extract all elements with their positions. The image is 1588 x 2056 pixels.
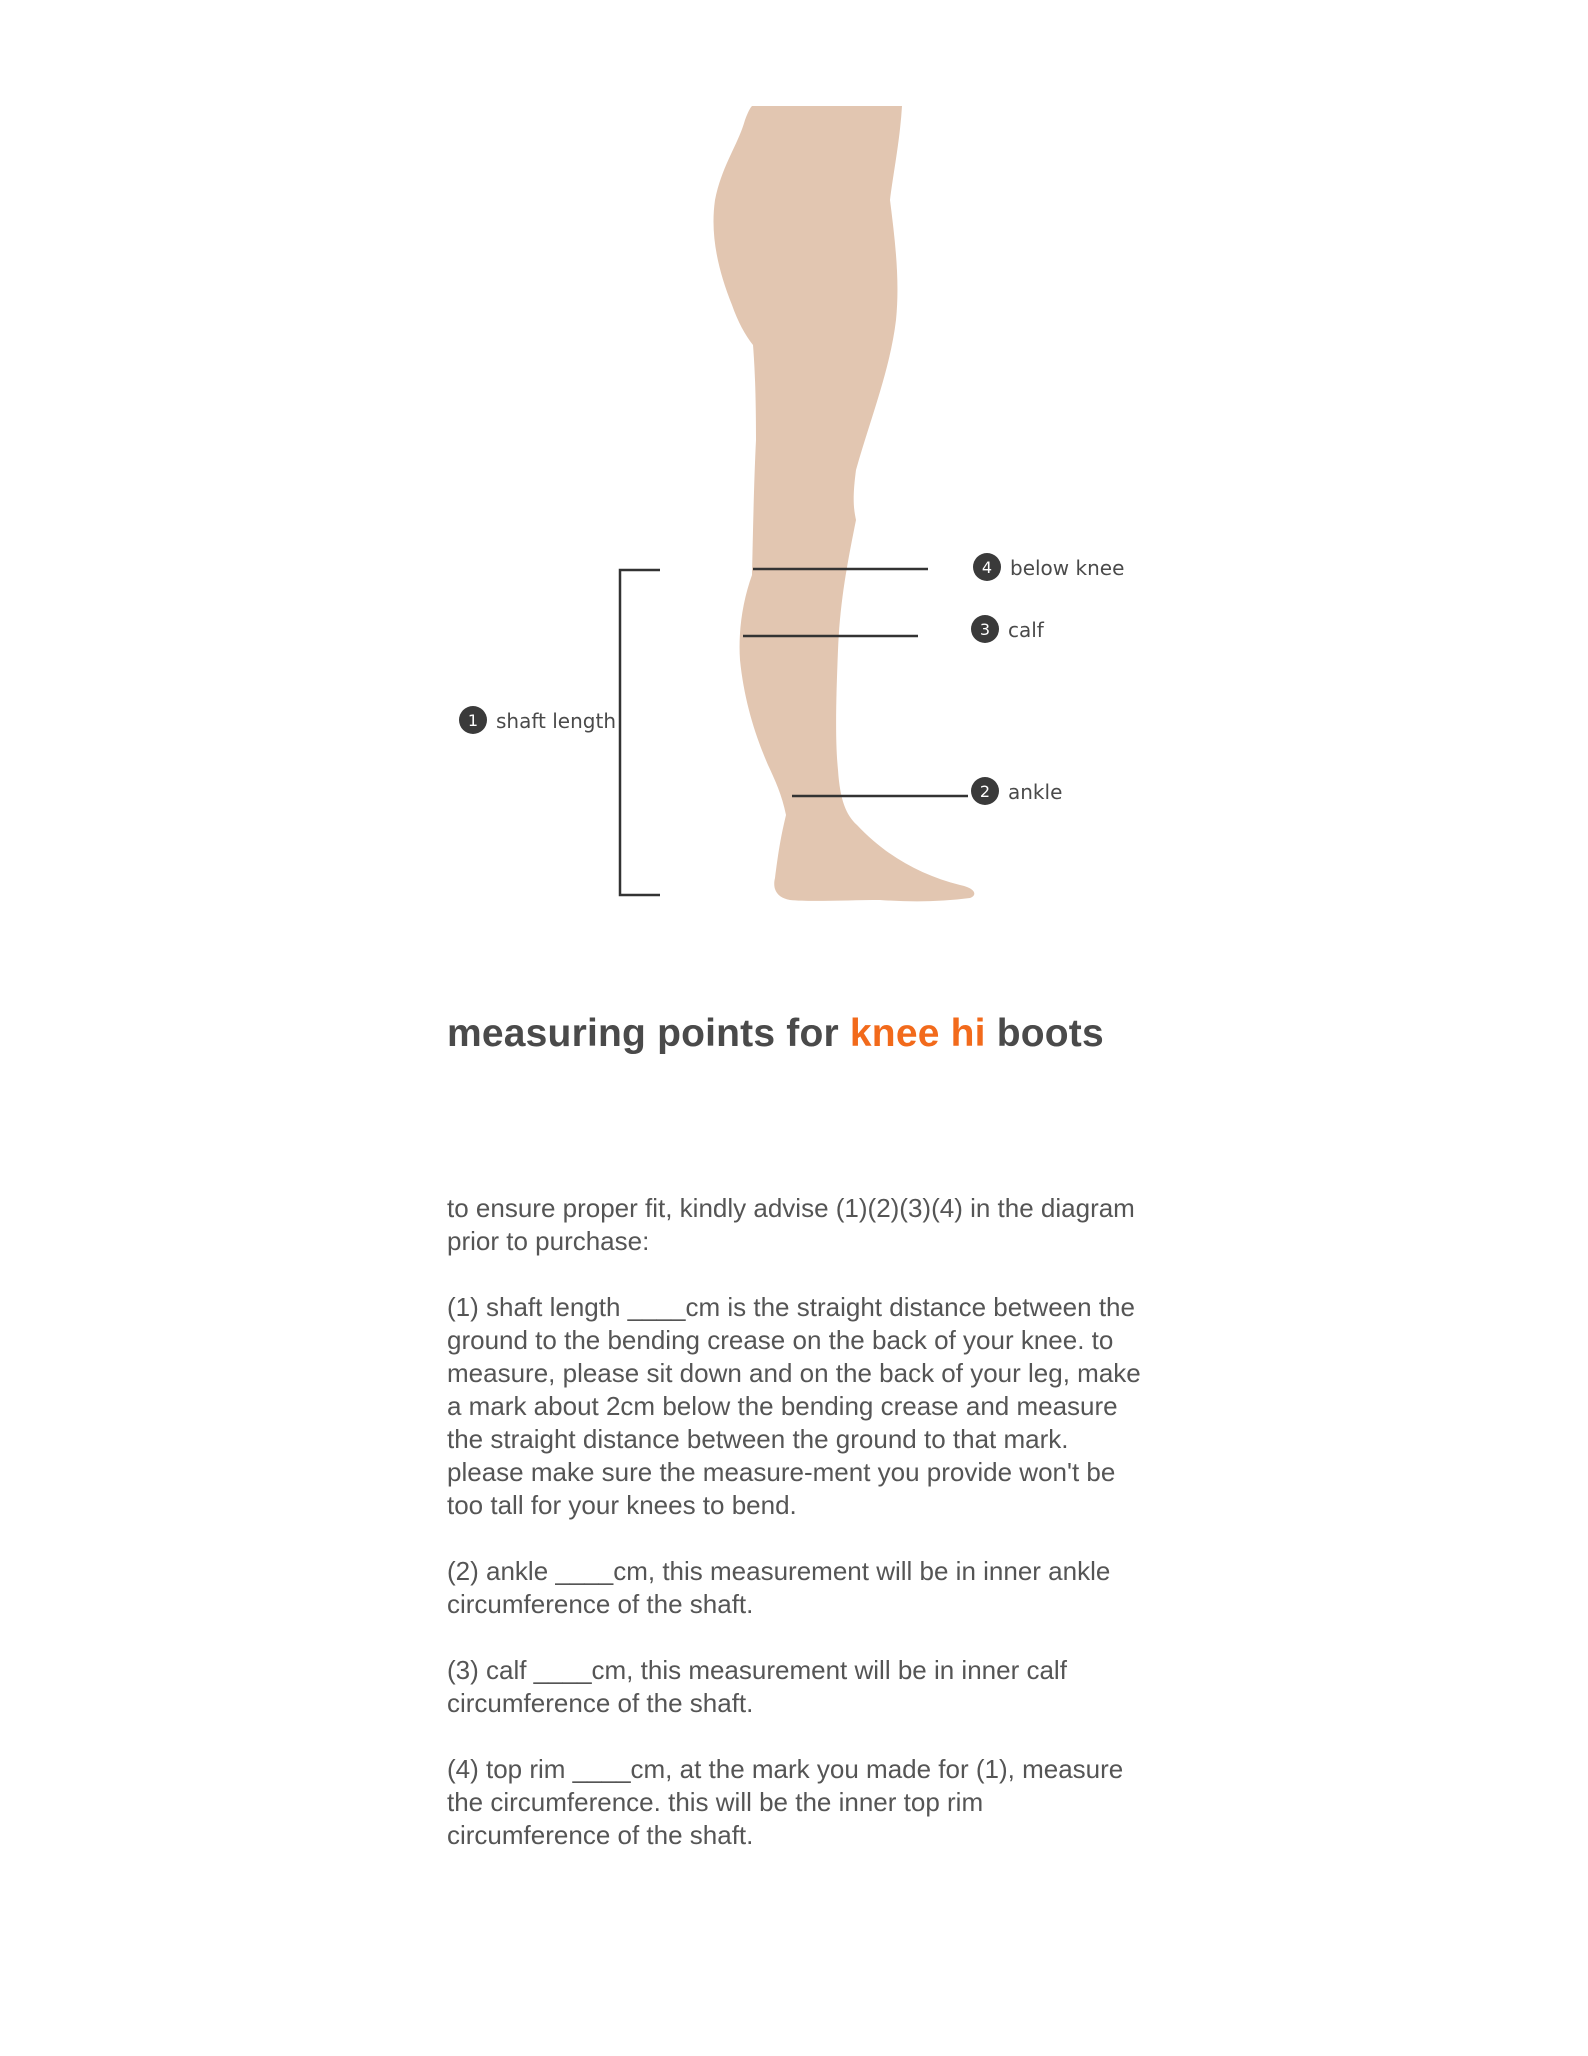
leg-measurement-diagram	[0, 0, 1588, 1000]
badge-3-number: 3	[979, 620, 991, 639]
instructions-item-1: (1) shaft length ____cm is the straight distance between the ground to the bending crease on the back of your knee. to measure, please sit down and on the back of your leg, make a mark about 2cm below the bending crease and measure the straight distance between the ground to that mark. please make sure the measure-ment you provide won't be too tall for your knees to bend.	[447, 1292, 1141, 1520]
shaft-length-bracket	[620, 570, 660, 895]
title-prefix: measuring points for	[447, 1012, 850, 1055]
instructions-item-4: (4) top rim ____cm, at the mark you made for (1), measure the circumference. this will be the inner top rim circumference of the shaft.	[447, 1754, 1124, 1850]
label-below-knee	[973, 553, 1124, 581]
label-ankle	[971, 777, 1062, 805]
instructions-item-2: (2) ankle ____cm, this measurement will be in inner ankle circumference of the shaft.	[447, 1556, 1111, 1619]
badge-1-number: 1	[467, 711, 479, 730]
title-accent: knee hi	[849, 1012, 986, 1055]
label-calf	[971, 615, 1045, 643]
page-title	[447, 1012, 1104, 1056]
instructions	[447, 1192, 1147, 1885]
ankle-label: ankle	[1008, 780, 1063, 804]
calf-label: calf	[1008, 618, 1044, 642]
below-knee-label: below knee	[1010, 556, 1125, 580]
instructions-item-3: (3) calf ____cm, this measurement will be in inner calf circumference of the shaft.	[447, 1655, 1067, 1718]
label-shaft-length	[459, 706, 616, 734]
badge-2-number: 2	[979, 782, 991, 801]
shaft-length-label: shaft length	[496, 709, 616, 733]
instructions-intro: to ensure proper fit, kindly advise (1)(2)(3)(4) in the diagram prior to purchase:	[447, 1193, 1135, 1256]
leg-silhouette	[714, 106, 975, 901]
badge-4-number: 4	[981, 558, 993, 577]
title-suffix: boots	[985, 1012, 1104, 1055]
